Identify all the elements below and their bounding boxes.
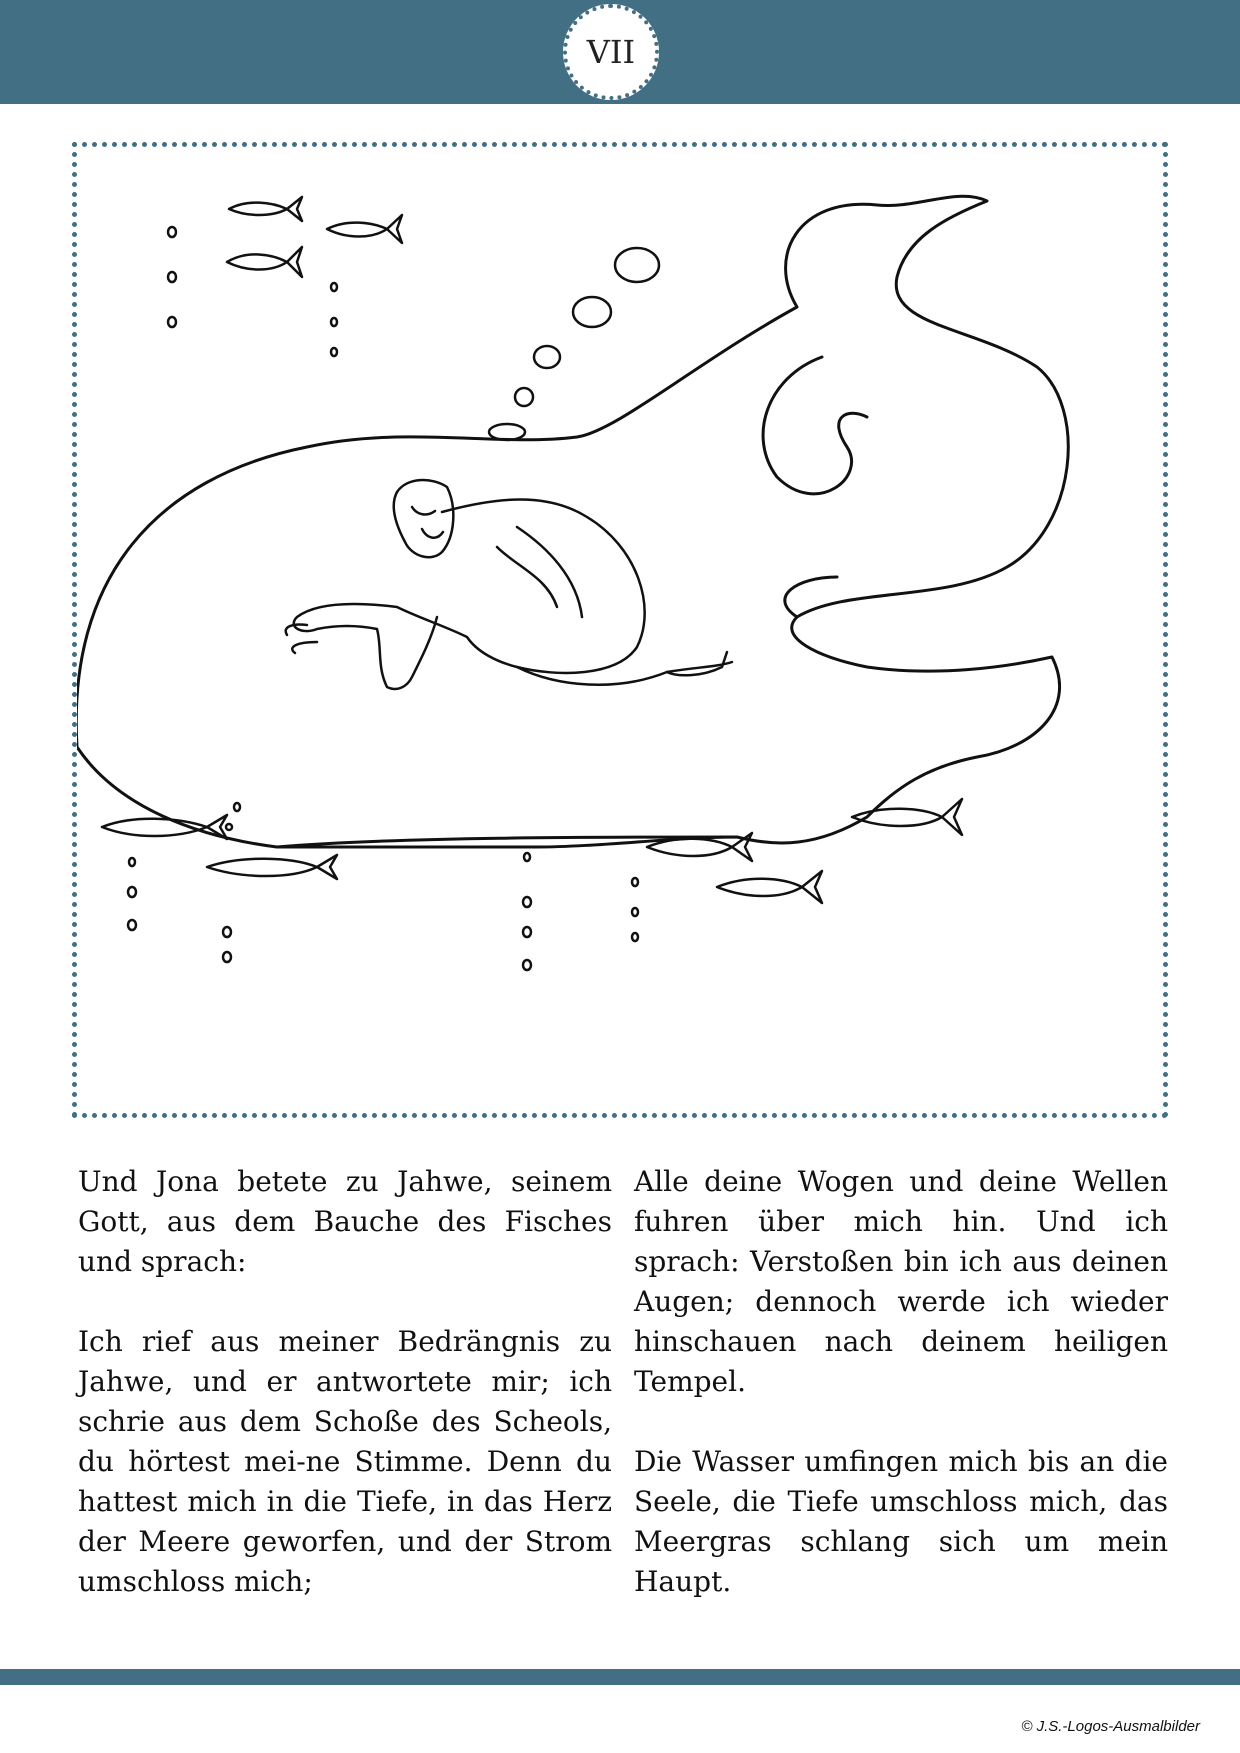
- paragraph: Ich rief aus meiner Bedrängnis zu Jahwe, und er antwortete mir; ich schrie aus dem Schoße des Scheols, du hörtest mei-ne Stimme. Denn du hattest mich in die Tiefe, in das Herz der Meere geworfen, und der Strom umschloss mich;: [78, 1325, 612, 1598]
- chapter-badge: [563, 4, 659, 100]
- paragraph: Alle deine Wogen und deine Wellen fuhren über mich hin. Und ich sprach: Verstoßen bin ich aus deinen Augen; dennoch werde ich wieder hinschauen nach deinem heiligen Tempel.: [634, 1165, 1168, 1398]
- text-column-left: [78, 1162, 612, 1642]
- fish-icon: [102, 197, 962, 903]
- footer-band: [0, 1669, 1240, 1685]
- bubble-icon: [128, 227, 659, 970]
- text-column-right: [634, 1162, 1168, 1642]
- whale-icon: [77, 196, 1068, 847]
- paragraph: Und Jona betete zu Jahwe, seinem Gott, aus dem Bauche des Fisches und sprach:: [78, 1165, 612, 1278]
- praying-man-icon: [286, 480, 732, 689]
- copyright-notice: © J.S.-Logos-Ausmalbilder: [1021, 1718, 1200, 1735]
- chapter-numeral: VII: [586, 33, 636, 71]
- jonah-whale-illustration: [77, 147, 1163, 1113]
- paragraph: Die Wasser umfingen mich bis an die Seele, die Tiefe umschloss mich, das Meergras schlang sich um mein Haupt.: [634, 1445, 1168, 1598]
- illustration-frame: [72, 142, 1168, 1118]
